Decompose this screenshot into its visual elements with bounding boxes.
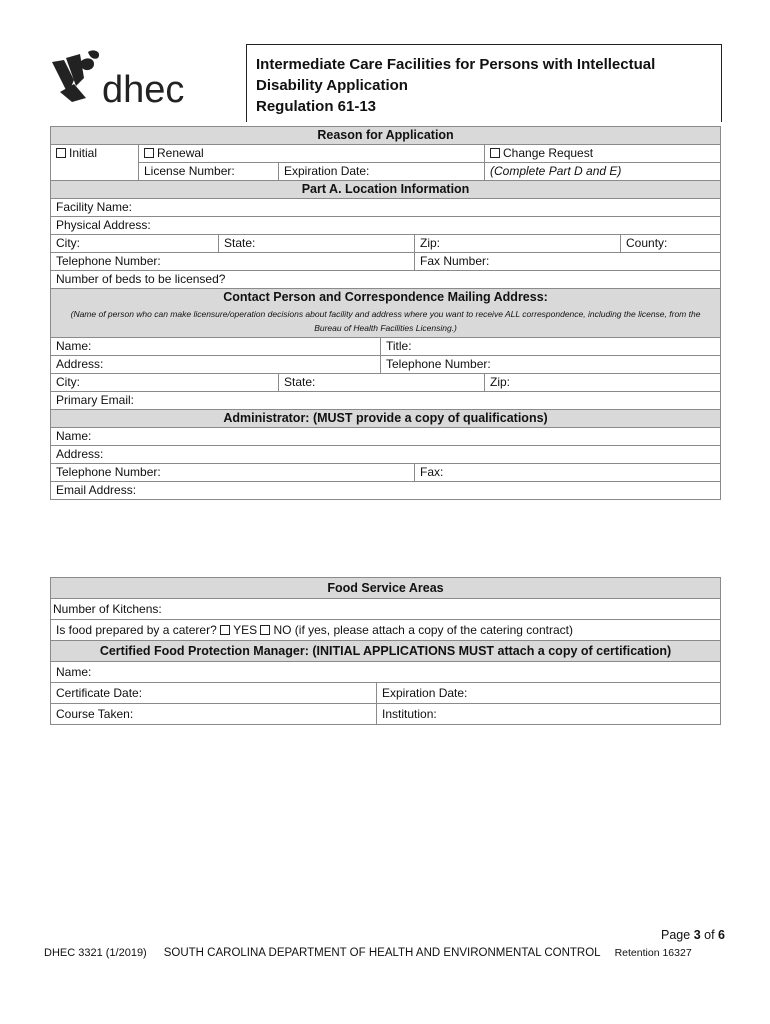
caterer-no-checkbox[interactable] [260,625,270,635]
administrator-address-field[interactable]: Address: [51,445,721,463]
telephone-field[interactable]: Telephone Number: [51,253,415,271]
certificate-date-field[interactable]: Certificate Date: [51,683,377,704]
caterer-question: Is food prepared by a caterer? YES NO (if yes, please attach a copy of the catering contract) [51,620,721,641]
institution-field[interactable]: Institution: [377,704,721,725]
zip-field[interactable]: Zip: [415,235,621,253]
contact-city-field[interactable]: City: [51,373,279,391]
form-title-box [246,44,722,122]
change-request-checkbox[interactable] [490,148,500,158]
part-a-heading: Part A. Location Information [51,181,721,199]
facility-name-field[interactable]: Facility Name: [51,199,721,217]
renewal-option[interactable]: Renewal [139,145,485,163]
county-field[interactable]: County: [621,235,721,253]
form-title-line: Disability Application [256,77,408,94]
physical-address-field[interactable]: Physical Address: [51,217,721,235]
dhec-logo [50,50,200,110]
contact-name-field[interactable]: Name: [51,337,381,355]
food-service-table [50,577,721,725]
logo-wordmark: dhec [102,69,185,110]
regulation-label: Regulation 61-13 [256,98,377,115]
cfpm-heading: Certified Food Protection Manager: (INITIAL APPLICATIONS MUST attach a copy of certification) [51,641,721,662]
fax-number-field[interactable]: Fax Number: [415,253,721,271]
contact-zip-field[interactable]: Zip: [485,373,721,391]
kitchens-field[interactable]: Number of Kitchens: [51,599,721,620]
change-request-option[interactable]: Change Request [485,145,721,163]
beds-field[interactable]: Number of beds to be licensed? [51,271,721,289]
contact-heading: Contact Person and Correspondence Mailing Address: [51,289,721,307]
reason-heading: Reason for Application [51,127,721,145]
expiration-date-field[interactable]: Expiration Date: [279,163,485,181]
food-service-heading: Food Service Areas [51,578,721,599]
cfpm-name-field[interactable]: Name: [51,662,721,683]
application-form-table [50,126,721,500]
license-number-field[interactable]: License Number: [139,163,279,181]
initial-checkbox[interactable] [56,148,66,158]
agency-name: SOUTH CAROLINA DEPARTMENT OF HEALTH AND ENVIRONMENTAL CONTROL [163,947,601,959]
administrator-fax-field[interactable]: Fax: [415,463,721,481]
state-field[interactable]: State: [219,235,415,253]
administrator-email-field[interactable]: Email Address: [51,481,721,499]
contact-title-field[interactable]: Title: [381,337,721,355]
contact-state-field[interactable]: State: [279,373,485,391]
cfpm-expiration-date-field[interactable]: Expiration Date: [377,683,721,704]
city-field[interactable]: City: [51,235,219,253]
form-id: DHEC 3321 (1/2019) [44,947,147,959]
change-request-note: (Complete Part D and E) [485,163,721,181]
course-taken-field[interactable]: Course Taken: [51,704,377,725]
contact-telephone-field[interactable]: Telephone Number: [381,355,721,373]
caterer-yes-checkbox[interactable] [220,625,230,635]
renewal-checkbox[interactable] [144,148,154,158]
contact-address-field[interactable]: Address: [51,355,381,373]
administrator-heading: Administrator: (MUST provide a copy of qualifications) [51,409,721,427]
retention-code: Retention 16327 [614,947,692,959]
contact-note: (Name of person who can make licensure/operation decisions about facility and address where you want to receive ALL correspondence, including the license, from the Bureau of Health Facilities Licensing.) [51,307,721,338]
document-footer [44,947,724,959]
form-title-line: Intermediate Care Facilities for Persons with Intellectual [256,56,656,73]
initial-option[interactable]: Initial [51,145,139,181]
primary-email-field[interactable]: Primary Email: [51,391,721,409]
document-header [50,44,722,126]
page-number: Page 3 of 6 [661,928,725,942]
administrator-name-field[interactable]: Name: [51,427,721,445]
administrator-telephone-field[interactable]: Telephone Number: [51,463,415,481]
